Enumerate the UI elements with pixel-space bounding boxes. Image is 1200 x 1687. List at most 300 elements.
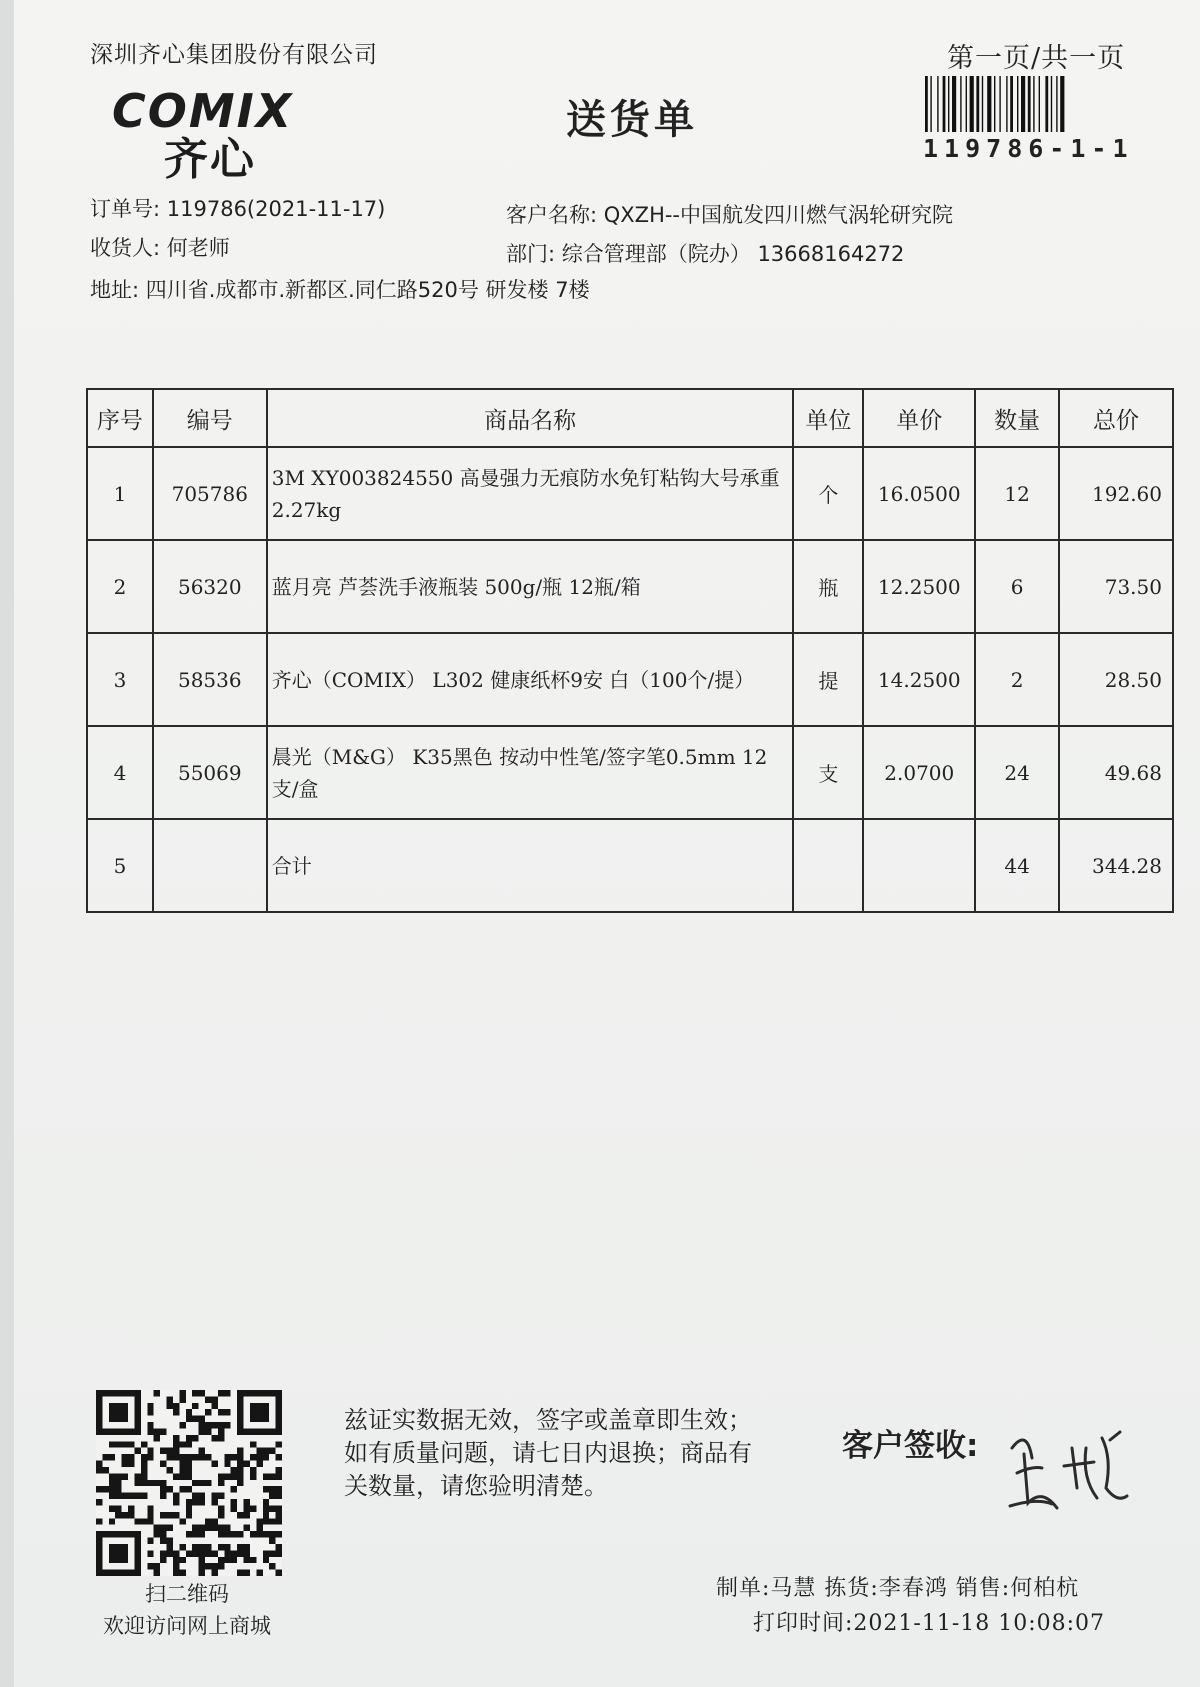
qr-module: [218, 1525, 224, 1531]
qr-module: [256, 1518, 262, 1524]
barcode-bar: [1039, 76, 1040, 132]
qr-module: [147, 1448, 153, 1454]
qr-finder-module: [256, 1390, 262, 1396]
qr-module: [237, 1467, 243, 1473]
qr-module: [173, 1435, 179, 1441]
qr-module: [167, 1403, 173, 1409]
qr-module: [244, 1461, 250, 1467]
qr-module: [96, 1499, 102, 1505]
qr-finder-module: [276, 1428, 282, 1434]
cell-price: 12.2500: [863, 540, 975, 633]
cell-price: [863, 819, 975, 912]
qr-finder-module: [122, 1390, 128, 1396]
qr-module: [205, 1518, 211, 1524]
cell-name: 齐心（COMIX） L302 健康纸杯9安 白（100个/提）: [267, 633, 794, 726]
qr-module: [276, 1570, 282, 1576]
qr-finder-module: [250, 1390, 256, 1396]
qr-finder-module: [263, 1428, 269, 1434]
qr-module: [147, 1512, 153, 1518]
qr-module: [179, 1396, 185, 1402]
qr-module: [186, 1409, 192, 1415]
qr-module: [192, 1499, 198, 1505]
cell-code: [153, 819, 267, 912]
qr-module: [102, 1467, 108, 1473]
qr-module: [199, 1428, 205, 1434]
qr-module: [263, 1486, 269, 1492]
qr-module: [167, 1525, 173, 1531]
qr-module: [186, 1505, 192, 1511]
barcode-bar: [943, 76, 946, 132]
qr-module: [179, 1441, 185, 1447]
qr-module: [160, 1493, 166, 1499]
qr-module: [211, 1550, 217, 1556]
qr-module: [237, 1461, 243, 1467]
qr-finder-module: [134, 1563, 140, 1569]
qr-code[interactable]: [96, 1390, 282, 1576]
qr-module: [167, 1550, 173, 1556]
qr-finder-module: [102, 1531, 108, 1537]
goods-table: [86, 388, 1174, 913]
qr-finder-module: [263, 1390, 269, 1396]
qr-module: [244, 1544, 250, 1550]
qr-finder-module: [276, 1422, 282, 1428]
department: [506, 238, 904, 268]
qr-module: [128, 1461, 134, 1467]
qr-finder-module: [96, 1396, 102, 1402]
qr-module: [186, 1441, 192, 1447]
barcode-bar: [1060, 76, 1064, 132]
qr-module: [199, 1448, 205, 1454]
qr-module: [218, 1505, 224, 1511]
qr-module: [192, 1435, 198, 1441]
qr-finder-module: [96, 1557, 102, 1563]
qr-finder-module: [122, 1416, 128, 1422]
qr-module: [186, 1461, 192, 1467]
qr-module: [179, 1570, 185, 1576]
qr-finder-module: [109, 1550, 115, 1556]
barcode-number: 119786-1-1: [923, 134, 1134, 163]
qr-finder-module: [134, 1422, 140, 1428]
qr-finder-module: [134, 1538, 140, 1544]
qr-module: [192, 1493, 198, 1499]
qr-module: [173, 1499, 179, 1505]
cell-qty: 24: [975, 726, 1059, 819]
company-name: 深圳齐心集团股份有限公司: [90, 42, 378, 68]
barcode-bar: [987, 76, 991, 132]
qr-module: [263, 1448, 269, 1454]
qr-module: [192, 1390, 198, 1396]
qr-finder-module: [109, 1403, 115, 1409]
qr-module: [256, 1531, 262, 1537]
qr-module: [192, 1454, 198, 1460]
qr-module: [192, 1531, 198, 1537]
qr-module: [154, 1428, 160, 1434]
qr-finder-module: [244, 1390, 250, 1396]
qr-module: [263, 1518, 269, 1524]
qr-module: [218, 1512, 224, 1518]
qr-module: [263, 1557, 269, 1563]
barcode-bar: [952, 76, 956, 132]
cell-no: 1: [87, 447, 153, 540]
qr-module: [186, 1467, 192, 1473]
qr-finder-module: [109, 1416, 115, 1422]
qr-finder-module: [244, 1428, 250, 1434]
qr-module: [192, 1544, 198, 1550]
qr-module: [122, 1454, 128, 1460]
qr-module: [199, 1544, 205, 1550]
qr-module: [186, 1531, 192, 1537]
qr-module: [109, 1473, 115, 1479]
qr-module: [167, 1544, 173, 1550]
qr-module: [231, 1473, 237, 1479]
barcode-bar: [1033, 76, 1034, 132]
qr-module: [147, 1518, 153, 1524]
qr-module: [141, 1473, 147, 1479]
qr-module: [218, 1409, 224, 1415]
cell-name: 合计: [267, 819, 794, 912]
qr-module: [231, 1454, 237, 1460]
qr-finder-module: [115, 1557, 121, 1563]
qr-module: [263, 1473, 269, 1479]
qr-module: [276, 1550, 282, 1556]
qr-module: [276, 1518, 282, 1524]
qr-finder-module: [128, 1531, 134, 1537]
qr-module: [160, 1512, 166, 1518]
qr-module: [160, 1550, 166, 1556]
barcode-bar: [1051, 76, 1052, 132]
qr-module: [244, 1570, 250, 1576]
barcode-bar: [1017, 76, 1018, 132]
qr-module: [218, 1531, 224, 1537]
cell-name: 3M XY003824550 高曼强力无痕防水免钉粘钩大号承重2.27kg: [267, 447, 794, 540]
cell-qty: 2: [975, 633, 1059, 726]
qr-module: [269, 1550, 275, 1556]
qr-module: [237, 1531, 243, 1537]
qr-module: [154, 1531, 160, 1537]
qr-finder-module: [237, 1390, 243, 1396]
qr-finder-module: [96, 1409, 102, 1415]
qr-module: [211, 1525, 217, 1531]
qr-finder-module: [237, 1428, 243, 1434]
table-row: [87, 540, 1173, 633]
qr-finder-module: [263, 1409, 269, 1415]
qr-module: [186, 1416, 192, 1422]
qr-module: [160, 1480, 166, 1486]
qr-module: [205, 1396, 211, 1402]
qr-finder-module: [276, 1416, 282, 1422]
barcode-bar: [966, 76, 967, 132]
cell-no: 4: [87, 726, 153, 819]
qr-module: [263, 1550, 269, 1556]
qr-module: [154, 1563, 160, 1569]
qr-module: [179, 1486, 185, 1492]
address-value: 四川省.成都市.新都区.同仁路520号 研发楼 7楼: [145, 278, 590, 302]
barcode-bar: [982, 76, 983, 132]
qr-finder-module: [134, 1428, 140, 1434]
qr-finder-module: [128, 1390, 134, 1396]
qr-module: [179, 1518, 185, 1524]
qr-module: [147, 1563, 153, 1569]
qr-module: [179, 1461, 185, 1467]
qr-module: [154, 1390, 160, 1396]
qr-module: [211, 1563, 217, 1569]
qr-finder-module: [134, 1403, 140, 1409]
qr-module: [269, 1518, 275, 1524]
qr-module: [218, 1544, 224, 1550]
qr-module: [205, 1409, 211, 1415]
qr-module: [199, 1422, 205, 1428]
qr-module: [147, 1550, 153, 1556]
qr-module: [231, 1486, 237, 1492]
qr-module: [276, 1454, 282, 1460]
department-label: 部门:: [506, 242, 556, 266]
qr-module: [186, 1473, 192, 1479]
order-number: [90, 193, 385, 223]
qr-module: [231, 1505, 237, 1511]
qr-module: [250, 1473, 256, 1479]
qr-module: [141, 1454, 147, 1460]
qr-finder-module: [237, 1403, 243, 1409]
qr-module: [179, 1473, 185, 1479]
qr-module: [167, 1486, 173, 1492]
order-value: 119786(2021-11-17): [166, 197, 386, 221]
qr-module: [199, 1563, 205, 1569]
qr-module: [224, 1422, 230, 1428]
qr-module: [269, 1538, 275, 1544]
barcode-bar: [960, 76, 961, 132]
qr-module: [250, 1441, 256, 1447]
qr-finder-module: [276, 1403, 282, 1409]
qr-finder-module: [237, 1396, 243, 1402]
header-qty: 数量: [975, 389, 1059, 447]
cell-price: 16.0500: [863, 447, 975, 540]
qr-module: [250, 1505, 256, 1511]
qr-module: [269, 1448, 275, 1454]
qr-module: [102, 1486, 108, 1492]
qr-module: [160, 1461, 166, 1467]
qr-finder-module: [109, 1557, 115, 1563]
qr-finder-module: [115, 1570, 121, 1576]
qr-module: [211, 1422, 217, 1428]
address: [90, 274, 590, 304]
qr-module: [250, 1531, 256, 1537]
qr-finder-module: [122, 1550, 128, 1556]
qr-module: [218, 1428, 224, 1434]
page-info: 第一页/共一页: [947, 43, 1126, 74]
qr-finder-module: [134, 1570, 140, 1576]
qr-module: [250, 1557, 256, 1563]
qr-finder-module: [102, 1390, 108, 1396]
table-row-total: [87, 819, 1173, 912]
qr-finder-module: [96, 1422, 102, 1428]
qr-module: [192, 1403, 198, 1409]
qr-module: [205, 1544, 211, 1550]
qr-finder-module: [115, 1531, 121, 1537]
qr-finder-module: [96, 1550, 102, 1556]
document-title: 送货单: [566, 97, 698, 143]
qr-module: [224, 1473, 230, 1479]
qr-finder-module: [96, 1416, 102, 1422]
header-code: 编号: [153, 389, 267, 447]
qr-module: [167, 1467, 173, 1473]
qr-module: [205, 1550, 211, 1556]
qr-finder-module: [263, 1403, 269, 1409]
cell-unit: 提: [793, 633, 863, 726]
qr-module: [224, 1544, 230, 1550]
qr-finder-module: [134, 1550, 140, 1556]
qr-finder-module: [122, 1403, 128, 1409]
qr-module: [205, 1525, 211, 1531]
barcode: [923, 76, 1137, 132]
qr-finder-module: [115, 1544, 121, 1550]
qr-finder-module: [109, 1531, 115, 1537]
qr-module: [167, 1512, 173, 1518]
qr-finder-module: [134, 1416, 140, 1422]
barcode-bar: [994, 76, 995, 132]
qr-module: [237, 1454, 243, 1460]
qr-finder-module: [250, 1409, 256, 1415]
qr-finder-module: [134, 1390, 140, 1396]
cell-total: 73.50: [1059, 540, 1173, 633]
qr-finder-module: [109, 1428, 115, 1434]
qr-module: [263, 1531, 269, 1537]
qr-finder-module: [256, 1403, 262, 1409]
qr-module: [276, 1531, 282, 1537]
qr-module: [173, 1403, 179, 1409]
logo-chinese: 齐心: [164, 134, 256, 185]
qr-caption-2: 欢迎访问网上商城: [103, 1614, 271, 1638]
header-unit: 单位: [793, 389, 863, 447]
qr-module: [167, 1448, 173, 1454]
qr-module: [96, 1486, 102, 1492]
barcode-bar: [1028, 76, 1031, 132]
qr-module: [179, 1454, 185, 1460]
qr-module: [109, 1493, 115, 1499]
qr-module: [134, 1480, 140, 1486]
qr-finder-module: [109, 1544, 115, 1550]
qr-module: [147, 1409, 153, 1415]
qr-module: [115, 1512, 121, 1518]
barcode-bar: [1006, 76, 1007, 132]
qr-finder-module: [276, 1390, 282, 1396]
barcode-bar: [1045, 76, 1048, 132]
header-no: 序号: [87, 389, 153, 447]
barcode-bar: [948, 76, 949, 132]
qr-module: [269, 1505, 275, 1511]
cell-total: 192.60: [1059, 447, 1173, 540]
qr-module: [250, 1454, 256, 1460]
staff-line: 制单:马慧 拣货:李春鸿 销售:何柏杭: [716, 1576, 1080, 1601]
qr-module: [224, 1454, 230, 1460]
cell-no: 2: [87, 540, 153, 633]
qr-finder-module: [122, 1428, 128, 1434]
qr-module: [109, 1480, 115, 1486]
qr-module: [109, 1441, 115, 1447]
qr-module: [154, 1525, 160, 1531]
qr-finder-module: [115, 1428, 121, 1434]
qr-module: [186, 1550, 192, 1556]
qr-finder-module: [96, 1428, 102, 1434]
qr-module: [263, 1505, 269, 1511]
qr-module: [269, 1493, 275, 1499]
qr-module: [173, 1570, 179, 1576]
cell-code: 55069: [153, 726, 267, 819]
qr-module: [256, 1525, 262, 1531]
qr-module: [96, 1518, 102, 1524]
qr-module: [102, 1454, 108, 1460]
qr-module: [199, 1570, 205, 1576]
qr-finder-module: [122, 1531, 128, 1537]
qr-module: [211, 1461, 217, 1467]
qr-module: [192, 1480, 198, 1486]
qr-module: [199, 1390, 205, 1396]
qr-module: [276, 1544, 282, 1550]
qr-module: [276, 1512, 282, 1518]
receiver-value: 何老师: [166, 236, 230, 260]
qr-finder-module: [250, 1428, 256, 1434]
qr-finder-module: [237, 1409, 243, 1415]
qr-module: [154, 1435, 160, 1441]
qr-finder-module: [96, 1403, 102, 1409]
qr-module: [199, 1493, 205, 1499]
qr-module: [173, 1454, 179, 1460]
customer-name: [506, 199, 953, 229]
qr-finder-module: [109, 1570, 115, 1576]
qr-module: [192, 1525, 198, 1531]
qr-module: [173, 1493, 179, 1499]
qr-module: [128, 1512, 134, 1518]
customer-sign-label: 客户签收:: [842, 1428, 979, 1464]
qr-module: [160, 1538, 166, 1544]
cell-qty: 6: [975, 540, 1059, 633]
qr-module: [147, 1480, 153, 1486]
cell-unit: 个: [793, 447, 863, 540]
cell-name: 蓝月亮 芦荟洗手液瓶装 500g/瓶 12瓶/箱: [267, 540, 794, 633]
qr-finder-module: [128, 1570, 134, 1576]
table-row: [87, 633, 1173, 726]
qr-module: [256, 1461, 262, 1467]
qr-module: [122, 1493, 128, 1499]
qr-module: [205, 1422, 211, 1428]
qr-finder-module: [96, 1563, 102, 1569]
qr-module: [115, 1473, 121, 1479]
qr-module: [122, 1461, 128, 1467]
qr-module: [173, 1512, 179, 1518]
qr-module: [244, 1525, 250, 1531]
customer-label: 客户名称:: [506, 203, 598, 227]
order-label: 订单号:: [90, 197, 161, 221]
qr-finder-module: [256, 1428, 262, 1434]
qr-finder-module: [96, 1538, 102, 1544]
qr-module: [205, 1428, 211, 1434]
qr-module: [211, 1435, 217, 1441]
qr-module: [250, 1467, 256, 1473]
qr-module: [122, 1473, 128, 1479]
qr-module: [115, 1493, 121, 1499]
qr-module: [237, 1480, 243, 1486]
qr-module: [231, 1499, 237, 1505]
qr-module: [134, 1518, 140, 1524]
qr-module: [186, 1499, 192, 1505]
cell-unit: 瓶: [793, 540, 863, 633]
cell-name: 晨光（M&G） K35黑色 按动中性笔/签字笔0.5mm 12支/盒: [267, 726, 794, 819]
qr-module: [244, 1499, 250, 1505]
qr-module: [179, 1422, 185, 1428]
qr-module: [122, 1512, 128, 1518]
barcode-bar: [937, 76, 938, 132]
cell-qty: 12: [975, 447, 1059, 540]
qr-module: [141, 1441, 147, 1447]
